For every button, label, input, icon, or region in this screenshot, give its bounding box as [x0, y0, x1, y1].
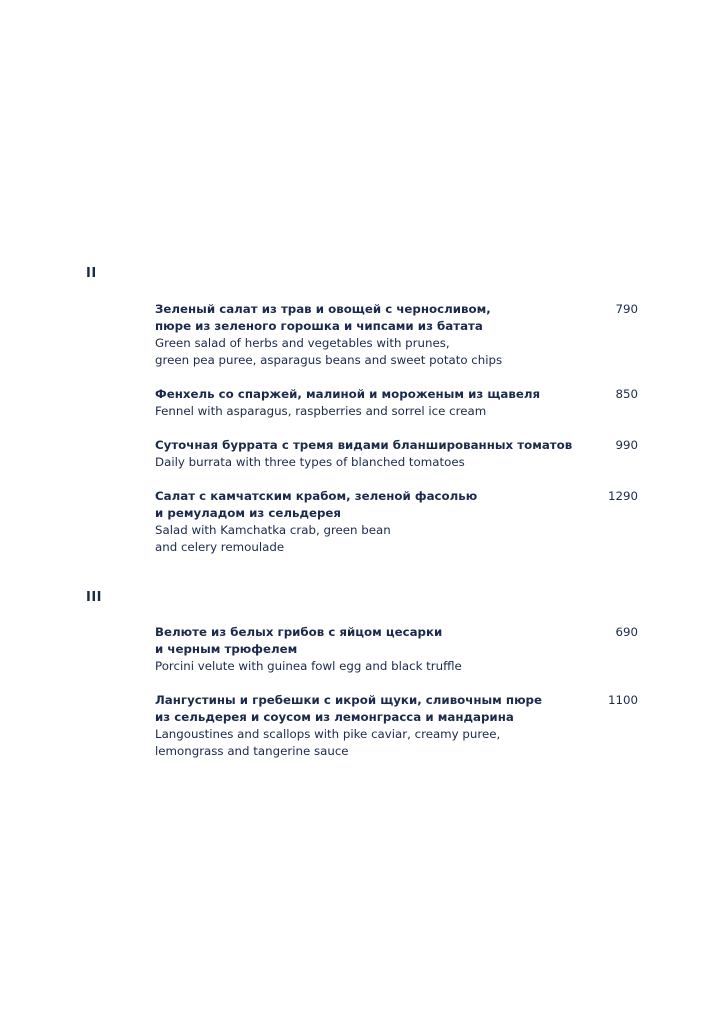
- dish-name-en: Daily burrata with three types of blanched tomatoes: [155, 455, 465, 469]
- dish-price: 1290: [607, 489, 638, 503]
- menu-item: [155, 692, 645, 760]
- dish-price: 690: [615, 625, 638, 639]
- dish-price: 990: [615, 438, 638, 452]
- dish-name-ru: Велюте из белых грибов с яйцом цесарки и черным трюфелем: [155, 625, 443, 656]
- dish-price: 850: [615, 387, 638, 401]
- dish-price: 1100: [607, 693, 638, 707]
- menu-item: [155, 624, 645, 675]
- menu-item: [155, 437, 645, 471]
- section-numeral: III: [86, 590, 103, 605]
- dish-name-en: Green salad of herbs and vegetables with prunes, green pea puree, asparagus beans and sweet potato chips: [155, 336, 503, 367]
- dish-name-en: Porcini velute with guinea fowl egg and black truffle: [155, 659, 462, 673]
- dish-name-ru: Суточная буррата с тремя видами бланшированных томатов: [155, 438, 573, 452]
- dish-price: 790: [615, 302, 638, 316]
- dish-name-ru: Лангустины и гребешки с икрой щуки, сливочным пюре из сельдерея и соусом из лемонграсса и мандарина: [155, 693, 542, 724]
- dish-name-ru: Салат с камчатским крабом, зеленой фасолью и ремуладом из сельдерея: [155, 489, 478, 520]
- dish-name-ru: Фенхель со спаржей, малиной и мороженым из щавеля: [155, 387, 541, 401]
- dish-name-en: Salad with Kamchatka crab, green bean and celery remoulade: [155, 523, 391, 554]
- dish-name-en: Fennel with asparagus, raspberries and sorrel ice cream: [155, 404, 487, 418]
- dish-name-en: Langoustines and scallops with pike caviar, creamy puree, lemongrass and tangerine sauce: [155, 727, 501, 758]
- menu-item: [155, 301, 645, 369]
- menu-item: [155, 488, 645, 556]
- menu-item: [155, 386, 645, 420]
- dish-name-ru: Зеленый салат из трав и овощей с черносливом, пюре из зеленого горошка и чипсами из батата: [155, 302, 491, 333]
- section-numeral: II: [86, 266, 97, 281]
